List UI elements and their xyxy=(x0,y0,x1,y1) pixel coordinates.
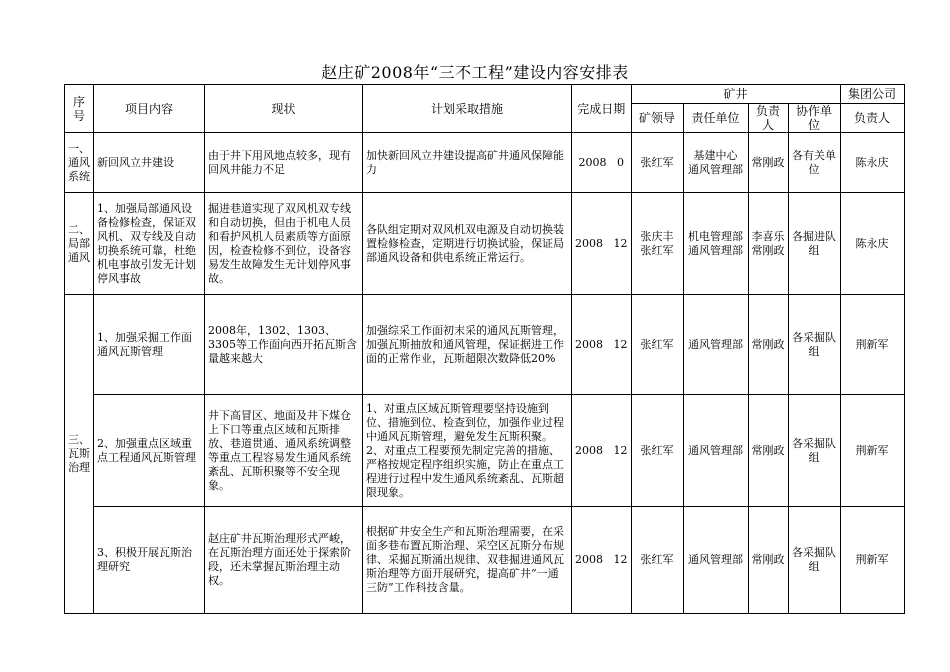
cell-item: 1、加强采掘工作面通风瓦斯管理 xyxy=(94,295,205,395)
cell-leader: 张红军 xyxy=(631,133,683,193)
cell-coop: 各采掘队组 xyxy=(788,395,840,507)
cell-status: 井下高冒区、地面及井下煤仓上下口等重点区域和瓦斯排放、巷道贯通、通风系统调整等重点工程容易发生通风系统紊乱、瓦斯积聚等不安全现象。 xyxy=(205,395,363,507)
cell-leader: 张红军 xyxy=(631,507,683,614)
header-date: 完成日期 xyxy=(572,85,632,133)
cell-status: 掘进巷道实现了双风机双专线和自动切换，但由于机电人员和看护风机人员素质等方面原因，检查检修不到位，设备容易发生故障发生无计划停风事故。 xyxy=(205,193,363,295)
cell-group-person: 陈永庆 xyxy=(840,133,904,193)
cell-unit: 通风管理部 xyxy=(683,507,748,614)
cell-measures: 各队组定期对双风机双电源及自动切换装置检修检查，定期进行切换试验，保证局部通风设备和供电系统正常运行。 xyxy=(363,193,572,295)
cell-leader: 张红军 xyxy=(631,295,683,395)
cell-person: 常刚政 xyxy=(748,133,788,193)
table-row xyxy=(65,295,905,395)
header-mine: 矿井 xyxy=(631,85,840,104)
schedule-table xyxy=(64,84,905,614)
header-group-person: 负责人 xyxy=(840,104,904,133)
cell-group-person: 荆新军 xyxy=(840,507,904,614)
cell-person: 常刚政 xyxy=(748,507,788,614)
table-row xyxy=(65,507,905,614)
cell-coop: 各采掘队组 xyxy=(788,507,840,614)
cell-date: 2008 0 xyxy=(572,133,632,193)
table-row xyxy=(65,395,905,507)
cell-seq: 三、瓦斯治理 xyxy=(65,295,94,614)
cell-group-person: 荆新军 xyxy=(840,395,904,507)
cell-group-person: 陈永庆 xyxy=(840,193,904,295)
cell-leader: 张红军 xyxy=(631,395,683,507)
cell-person: 李喜乐 常刚政 xyxy=(748,193,788,295)
cell-measures: 加快新回风立井建设提高矿井通风保障能力 xyxy=(363,133,572,193)
cell-leader: 张庆丰 张红军 xyxy=(631,193,683,295)
header-person: 负责人 xyxy=(748,104,788,133)
cell-unit: 通风管理部 xyxy=(683,395,748,507)
cell-unit: 通风管理部 xyxy=(683,295,748,395)
header-coop-unit: 协作单位 xyxy=(788,104,840,133)
cell-item: 3、积极开展瓦斯治理研究 xyxy=(94,507,205,614)
cell-item: 2、加强重点区域重点工程通风瓦斯管理 xyxy=(94,395,205,507)
page-title: 赵庄矿2008年“三不工程”建设内容安排表 xyxy=(321,63,629,82)
cell-unit: 机电管理部 通风管理部 xyxy=(683,193,748,295)
cell-measures: 根据矿井安全生产和瓦斯治理需要，在采面多巷布置瓦斯治理、采空区瓦斯分布规律、采掘瓦斯涌出规律、双巷掘进通风瓦斯治理等方面开展研究，提高矿井“一通三防”工作科技含量。 xyxy=(363,507,572,614)
table-row xyxy=(65,133,905,193)
header-item: 项目内容 xyxy=(94,85,205,133)
cell-seq: 二、局部通风 xyxy=(65,193,94,295)
cell-status: 由于井下用风地点较多，现有回风井能力不足 xyxy=(205,133,363,193)
cell-person: 常刚政 xyxy=(748,295,788,395)
cell-status: 2008年，1302、1303、3305等工作面向西开拓瓦斯含量越来越大 xyxy=(205,295,363,395)
cell-status: 赵庄矿井瓦斯治理形式严峻，在瓦斯治理方面还处于探索阶段，还未掌握瓦斯治理主动权。 xyxy=(205,507,363,614)
cell-measures: 1、对重点区域瓦斯管理要坚持设施到位、措施到位、检查到位，加强作业过程中通风瓦斯管理，避免发生瓦斯积聚。 2、对重点工程要预先制定完善的措施、严格按规定程序组织实施，防止在重点工程进行过程中发生通风系统紊乱、瓦斯超限现象。 xyxy=(363,395,572,507)
header-measures: 计划采取措施 xyxy=(363,85,572,133)
cell-measures: 加强综采工作面初末采的通风瓦斯管理，加强瓦斯抽放和通风管理，保证据进工作面的正常作业，瓦斯超限次数降低20% xyxy=(363,295,572,395)
cell-item: 新回风立井建设 xyxy=(94,133,205,193)
cell-coop: 各有关单位 xyxy=(788,133,840,193)
cell-date: 2008 12 xyxy=(572,507,632,614)
cell-coop: 各采掘队组 xyxy=(788,295,840,395)
cell-seq: 一、通风系统 xyxy=(65,133,94,193)
header-mine-leader: 矿领导 xyxy=(631,104,683,133)
header-status: 现状 xyxy=(205,85,363,133)
table-row xyxy=(65,193,905,295)
cell-date: 2008 12 xyxy=(572,193,632,295)
cell-date: 2008 12 xyxy=(572,295,632,395)
cell-coop: 各掘进队组 xyxy=(788,193,840,295)
header-group: 集团公司 xyxy=(840,85,904,104)
cell-date: 2008 12 xyxy=(572,395,632,507)
cell-item: 1、加强局部通风设备检修检查，保证双风机、双专线及自动切换系统可靠，杜绝机电事故引发无计划停风事故 xyxy=(94,193,205,295)
header-seq: 序号 xyxy=(65,85,94,133)
cell-unit: 基建中心 通风管理部 xyxy=(683,133,748,193)
header-responsible-unit: 责任单位 xyxy=(683,104,748,133)
cell-group-person: 荆新军 xyxy=(840,295,904,395)
cell-person: 常刚政 xyxy=(748,395,788,507)
